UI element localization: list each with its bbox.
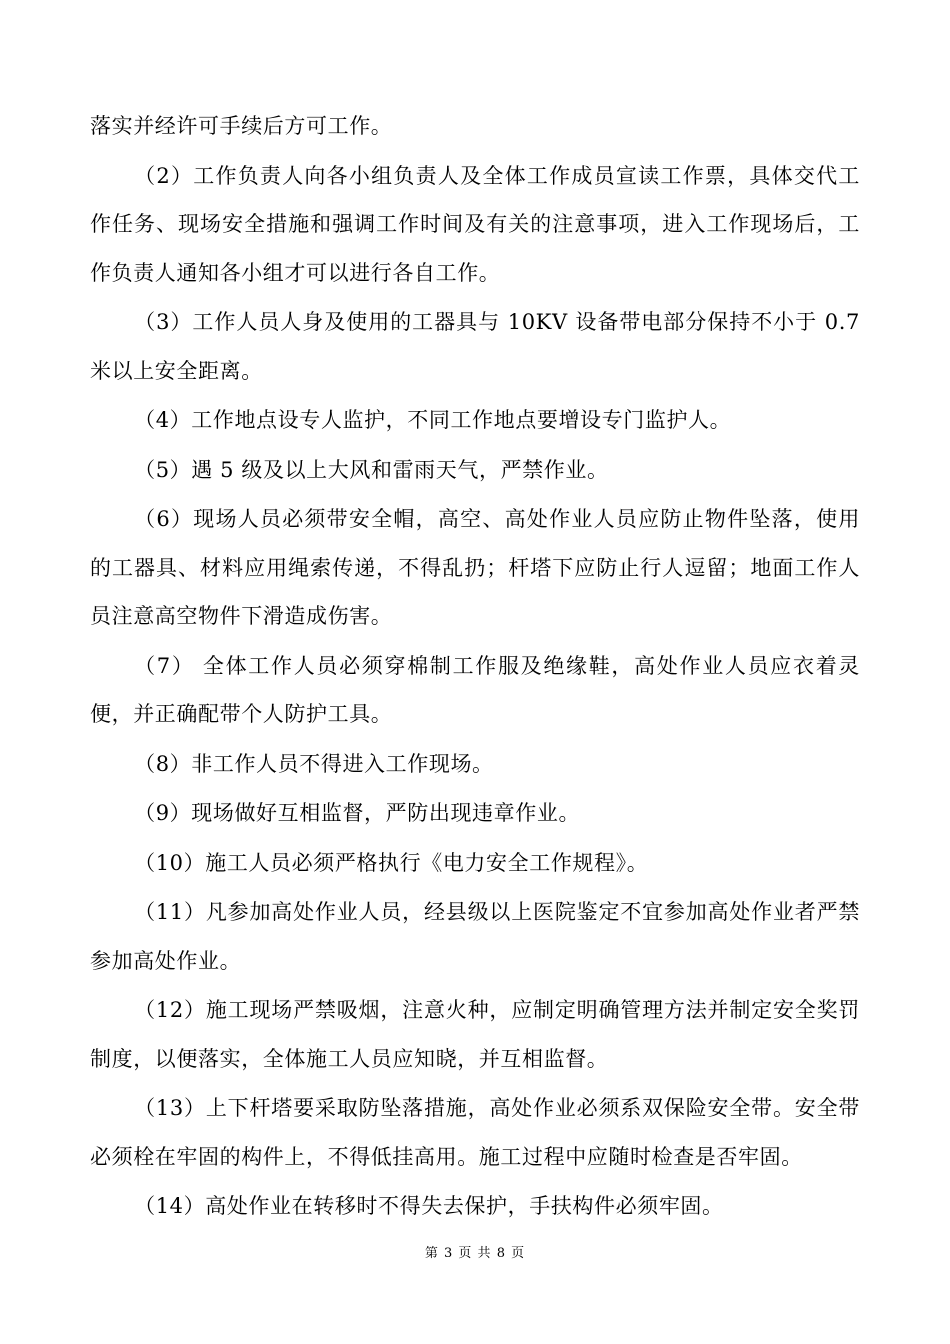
paragraph: （12）施工现场严禁吸烟，注意火种，应制定明确管理方法并制定安全奖罚制度，以便落实，全体施工人员应知晓，并互相监督。 <box>90 998 860 1071</box>
paragraph: （10）施工人员必须严格执行《电力安全工作规程》。 <box>134 850 649 875</box>
paragraph: （3）工作人员人身及使用的工器具与 10KV 设备带电部分保持不小于 0.7 米以上安全距离。 <box>90 310 860 383</box>
paragraph: （11）凡参加高处作业人员，经县级以上医院鉴定不宜参加高处作业者严禁参加高处作业。 <box>90 900 860 973</box>
document-body <box>90 102 860 1232</box>
page-number-footer: 第 3 页 共 8 页 <box>424 1246 526 1261</box>
paragraph: （14）高处作业在转移时不得失去保护，手扶构件必须牢固。 <box>134 1194 724 1218</box>
paragraph: （4）工作地点设专人监护，不同工作地点要增设专门监护人。 <box>134 408 732 432</box>
paragraph: 落实并经许可手续后方可工作。 <box>90 114 393 138</box>
paragraph: （6）现场人员必须带安全帽，高空、高处作业人员应防止物件坠落，使用的工器具、材料应用绳索传递，不得乱扔；杆塔下应防止行人逗留；地面工作人员注意高空物件下滑造成伤害。 <box>90 507 860 628</box>
paragraph: （9）现场做好互相监督，严防出现违章作业。 <box>134 801 581 825</box>
paragraph: （13）上下杆塔要采取防坠落措施，高处作业必须系双保险安全带。安全带必须栓在牢固的构件上，不得低挂高用。施工过程中应随时检查是否牢固。 <box>90 1096 860 1169</box>
paragraph: （7） 全体工作人员必须穿棉制工作服及绝缘鞋，高处作业人员应衣着灵便，并正确配带个人防护工具。 <box>90 653 860 726</box>
paragraph: （8）非工作人员不得进入工作现场。 <box>134 751 494 776</box>
paragraph: （2）工作负责人向各小组负责人及全体工作成员宣读工作票，具体交代工作任务、现场安全措施和强调工作时间及有关的注意事项，进入工作现场后，工作负责人通知各小组才可以进行各自工作。 <box>90 163 860 285</box>
paragraph: （5）遇 5 级及以上大风和雷雨天气，严禁作业。 <box>134 457 609 482</box>
